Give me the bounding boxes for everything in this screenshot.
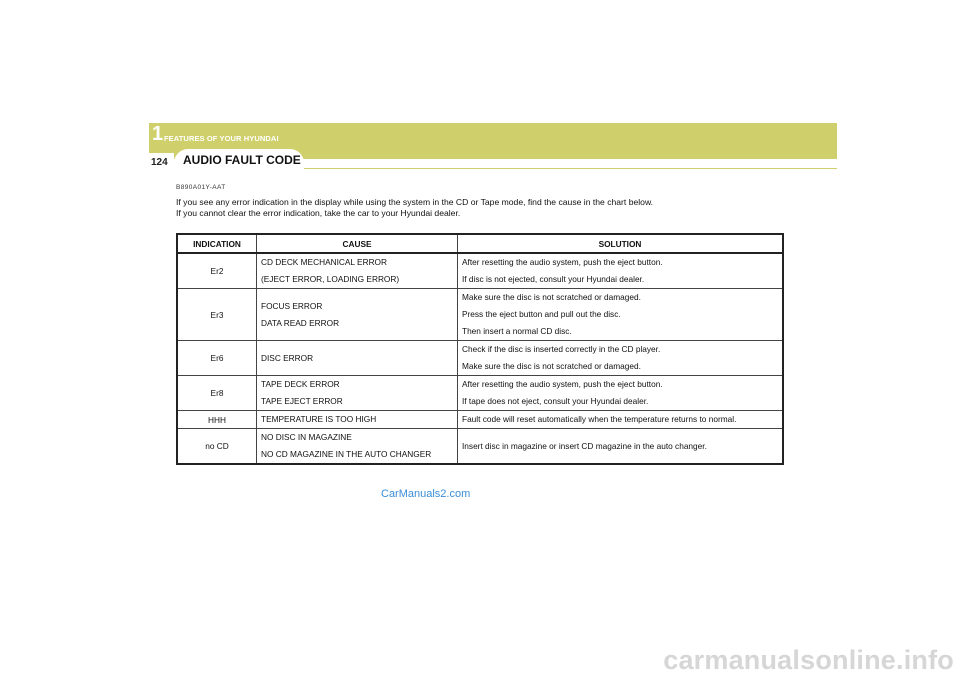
- table-row: [177, 253, 783, 289]
- section-title: AUDIO FAULT CODE: [183, 153, 301, 167]
- indication-cell: Er2: [177, 253, 257, 289]
- cause-line: TEMPERATURE IS TOO HIGH: [261, 414, 377, 424]
- chapter-title: FEATURES OF YOUR HYUNDAI: [164, 134, 279, 143]
- table-row: [177, 411, 783, 429]
- cause-cell: [257, 429, 458, 465]
- solution-line: Fault code will reset automatically when the temperature returns to normal.: [462, 414, 737, 424]
- page-number: 124: [151, 157, 168, 168]
- header-indication: INDICATION: [177, 234, 257, 253]
- solution-cell: [458, 289, 784, 341]
- table-row: [177, 289, 783, 341]
- indication-cell: Er8: [177, 376, 257, 411]
- chapter-number: 1: [152, 123, 164, 145]
- cause-line: NO DISC IN MAGAZINE: [261, 432, 352, 442]
- solution-line: Check if the disc is inserted correctly in the CD player.: [462, 344, 661, 354]
- solution-line: Make sure the disc is not scratched or damaged.: [462, 292, 641, 302]
- solution-line: Press the eject button and pull out the disc.: [462, 309, 621, 319]
- footer-watermark: carmanualsonline.info: [663, 645, 954, 675]
- cause-cell: [257, 341, 458, 376]
- intro-line: If you cannot clear the error indication, take the car to your Hyundai dealer.: [176, 208, 461, 218]
- table-header-row: [177, 234, 783, 253]
- header-cause: CAUSE: [257, 234, 458, 253]
- cause-line: FOCUS ERROR: [261, 300, 323, 311]
- solution-cell: [458, 341, 784, 376]
- solution-line: If disc is not ejected, consult your Hyundai dealer.: [462, 274, 645, 284]
- carmanuals-watermark-link[interactable]: CarManuals2.com: [381, 488, 471, 500]
- cause-line: TAPE DECK ERROR: [261, 379, 340, 389]
- intro-line: If you see any error indication in the display while using the system in the CD or Tape mode, find the cause in the chart below.: [176, 197, 654, 207]
- indication-cell: Er6: [177, 341, 257, 376]
- table-row: [177, 341, 783, 376]
- indication-cell: HHH: [177, 411, 257, 429]
- cause-line: DATA READ ERROR: [261, 317, 340, 328]
- cause-cell: [257, 376, 458, 411]
- solution-line: Insert disc in magazine or insert CD magazine in the auto changer.: [462, 440, 707, 451]
- table-row: [177, 429, 783, 465]
- solution-line: Make sure the disc is not scratched or damaged.: [462, 361, 641, 371]
- table-row: [177, 376, 783, 411]
- solution-line: If tape does not eject, consult your Hyundai dealer.: [462, 396, 649, 406]
- indication-cell: Er3: [177, 289, 257, 341]
- indication-cell: no CD: [177, 429, 257, 465]
- solution-cell: [458, 376, 784, 411]
- cause-cell: [257, 289, 458, 341]
- cause-line: NO CD MAGAZINE IN THE AUTO CHANGER: [261, 449, 432, 459]
- fault-code-table: [176, 233, 784, 465]
- cause-line: DISC ERROR: [261, 352, 314, 363]
- cause-line: TAPE EJECT ERROR: [261, 396, 343, 406]
- solution-cell: [458, 253, 784, 289]
- cause-line: (EJECT ERROR, LOADING ERROR): [261, 274, 400, 284]
- intro-text: [176, 197, 786, 219]
- cause-line: CD DECK MECHANICAL ERROR: [261, 257, 388, 267]
- cause-cell: [257, 411, 458, 429]
- solution-line: Then insert a normal CD disc.: [462, 326, 572, 336]
- document-code: B890A01Y-AAT: [176, 184, 226, 191]
- cause-cell: [257, 253, 458, 289]
- solution-line: After resetting the audio system, push the eject button.: [462, 257, 663, 267]
- header-solution: SOLUTION: [458, 234, 784, 253]
- solution-line: After resetting the audio system, push the eject button.: [462, 379, 663, 389]
- solution-cell: [458, 411, 784, 429]
- solution-cell: [458, 429, 784, 465]
